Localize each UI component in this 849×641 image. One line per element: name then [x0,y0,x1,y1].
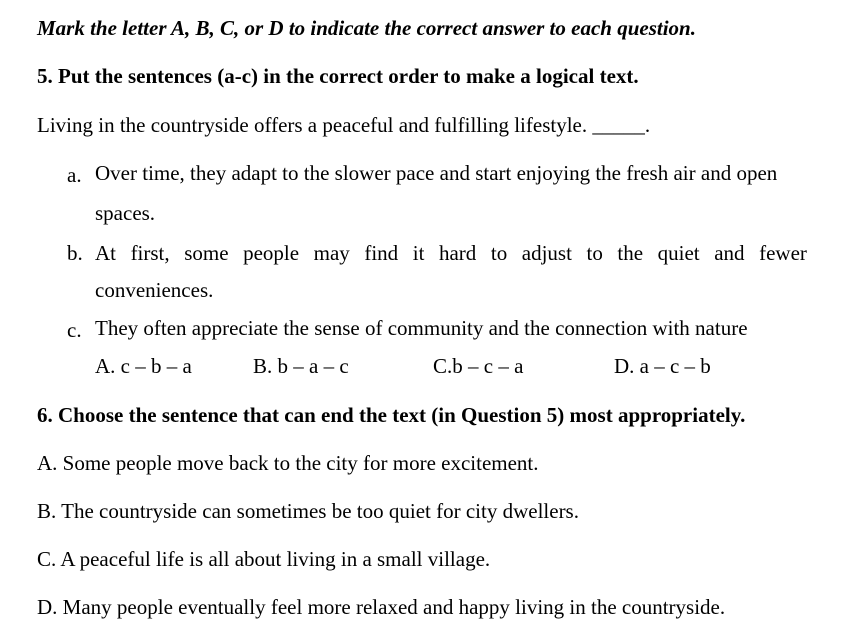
sentence-b-line2: conveniences. [95,278,214,302]
word: At [95,241,116,265]
word: quiet [657,241,700,265]
word: may [313,241,350,265]
word: fewer [759,241,807,265]
word: to [586,241,603,265]
word: first, [130,241,170,265]
q6-option-c[interactable]: C. A peaceful life is all about living in a small village. [37,547,491,571]
q6-option-a[interactable]: A. Some people move back to the city for more excitement. [37,451,539,475]
question-5-title: 5. Put the sentences (a-c) in the correct order to make a logical text. [37,64,639,88]
instruction-heading: Mark the letter A, B, C, or D to indicate the correct answer to each question. [37,16,696,40]
word: and [714,241,745,265]
q5-option-b[interactable]: B. b – a – c [253,354,349,378]
question-6-title: 6. Choose the sentence that can end the text (in Question 5) most appropriately. [37,403,746,427]
word: adjust [521,241,572,265]
word: it [412,241,425,265]
q6-option-d[interactable]: D. Many people eventually feel more relaxed and happy living in the countryside. [37,595,726,619]
sentence-a-line2: spaces. [95,201,156,225]
sentence-b-label: b. [67,241,83,265]
question-5-lead: Living in the countryside offers a peaceful and fulfilling lifestyle. _____. [37,113,651,137]
sentence-a-label: a. [67,163,82,187]
sentence-a-line1: Over time, they adapt to the slower pace and start enjoying the fresh air and open [95,161,778,185]
word: find [364,241,399,265]
word: hard [438,241,477,265]
word: people [243,241,300,265]
q5-option-a[interactable]: A. c – b – a [95,354,192,378]
sentence-c-label: c. [67,318,82,342]
word: some [184,241,229,265]
sentence-c-line1: They often appreciate the sense of community and the connection with nature [95,316,748,340]
sentence-b-line1 [95,241,807,266]
q6-option-b[interactable]: B. The countryside can sometimes be too quiet for city dwellers. [37,499,579,523]
q5-option-c[interactable]: C.b – c – a [433,354,524,378]
word: the [617,241,644,265]
q5-option-d[interactable]: D. a – c – b [614,354,711,378]
word: to [490,241,508,265]
